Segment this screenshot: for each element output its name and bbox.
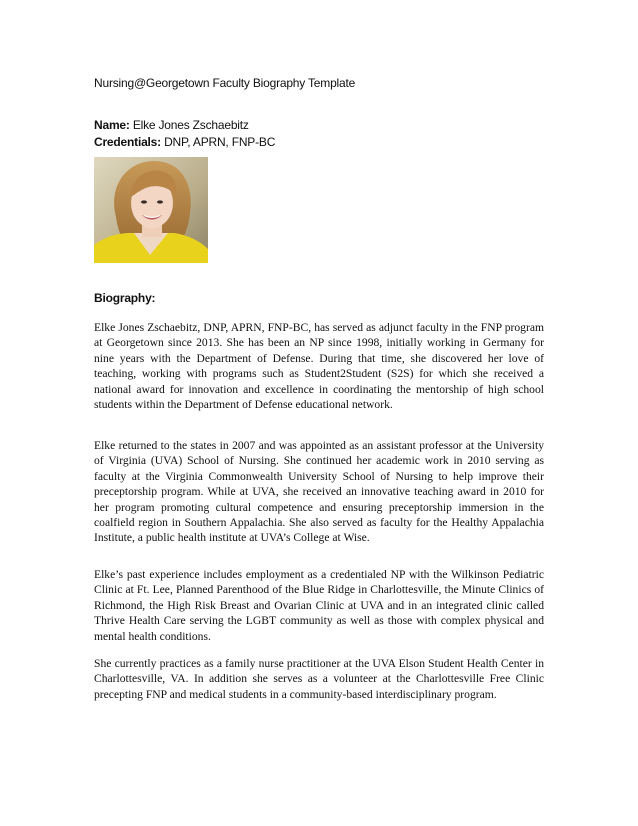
document-title: Nursing@Georgetown Faculty Biography Template (94, 76, 356, 90)
biography-paragraph: Elke’s past experience includes employment as a credentialed NP with the Wilkinson Pediatric Clinic at Ft. Lee, Planned Parenthood of the Blue Ridge in Charlottesville, the Minute Clinics of Richmond, the High Risk Breast and Ovarian Clinic at UVA and in an integrated clinic called Thrive Health Care serving the LGBT community as well as those with complex physical and mental health conditions. (94, 568, 544, 643)
biography-paragraph: Elke Jones Zschaebitz, DNP, APRN, FNP-BC, has served as adjunct faculty in the FNP program at Georgetown since 2013. She has been an NP since 1998, initially working in Germany for nine years with the Department of Defense. During that time, she discovered her love of teaching, working with programs such as Student2Student (S2S) for which she received a national award for innovation and excellence in coordinating the mentorship of high school students within the Department of Defense educational network. (94, 321, 544, 412)
credentials-value: DNP, APRN, FNP-BC (164, 135, 276, 149)
biography-heading: Biography: (94, 291, 156, 305)
credentials-label: Credentials: (94, 135, 161, 149)
credentials-line (94, 135, 275, 149)
name-line (94, 118, 249, 132)
biography-paragraph: Elke returned to the states in 2007 and was appointed as an assistant professor at the University of Virginia (UVA) School of Nursing. She continued her academic work in 2010 serving as faculty at the Virginia Commonwealth University School of Nursing to help improve their preceptorship program. While at UVA, she received an innovative teaching award in 2010 for her program promoting cultural competence and ensuring preceptorship immersion in the coalfield region in Southern Appalachia. She also served as faculty for the Healthy Appalachia Institute, a public health institute at UVA’s College at Wise. (94, 439, 544, 545)
biography-paragraph: She currently practices as a family nurse practitioner at the UVA Elson Student Health Center in Charlottesville, VA. In addition she serves as a volunteer at the Charlottesville Free Clinic precepting FNP and medical students in a community-based interdisciplinary program. (94, 657, 544, 701)
faculty-photo (94, 157, 208, 263)
name-label: Name: (94, 118, 130, 132)
name-value: Elke Jones Zschaebitz (132, 118, 249, 132)
